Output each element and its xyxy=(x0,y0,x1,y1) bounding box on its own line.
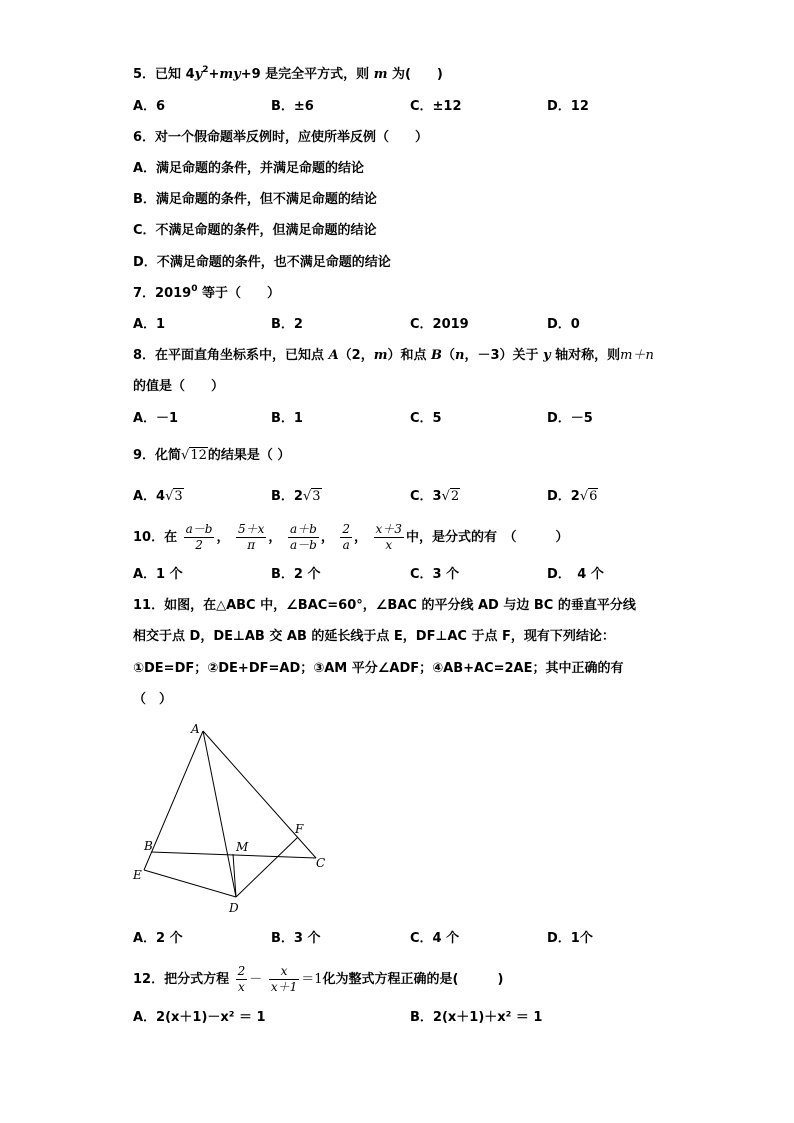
option-a[interactable]: A．6 xyxy=(133,99,166,114)
question-6-option-c[interactable]: C．不满足命题的条件，但满足命题的结论 xyxy=(133,223,377,238)
question-9-options xyxy=(133,488,733,506)
label-F: F xyxy=(295,822,304,836)
question-11-stem: 11．如图，在△ABC 中，∠BAC=60°，∠BAC 的平分线 AD 与边 BC 的垂直平分线 xyxy=(133,598,636,613)
label-E: E xyxy=(133,868,142,882)
fraction: $\frac{a+b}{a-b}$ xyxy=(289,522,317,552)
segment-AC xyxy=(203,731,316,858)
sqrt-expression: √12 xyxy=(181,448,207,463)
question-10-stem: 10．在 $\frac{a-b}{2}$ ， $\frac{5+x}{\pi}$ ， $\frac{a+b}{a-b}$ ， $\frac{2}{a}$ ， $\frac{x+3}{x}$ 中，是分式的有 （ ） xyxy=(133,522,569,552)
label-M: M xyxy=(236,840,249,854)
option-b[interactable]: B．3 个 xyxy=(271,931,321,946)
option-c[interactable]: C．3 个 xyxy=(410,567,460,582)
question-9-stem: 9．化简√12的结果是（ ） xyxy=(133,448,291,463)
fraction: $\frac{2}{a}$ xyxy=(342,522,350,552)
option-b[interactable]: B．2(x＋1)＋x² ＝ 1 xyxy=(410,1010,543,1025)
question-11-options xyxy=(133,930,733,948)
option-d[interactable]: D．2√6 xyxy=(547,489,598,504)
label-D: D xyxy=(229,901,239,915)
label-A: A xyxy=(191,722,200,736)
question-12-stem: 12．把分式方程 $\frac{2}{x}$ － $\frac{x}{x+1}$ ＝1化为整式方程正确的是( ) xyxy=(133,964,504,994)
label-C: C xyxy=(316,856,326,870)
question-5-options xyxy=(133,98,733,116)
segment-DE xyxy=(144,870,236,897)
option-a[interactable]: A．4√3 xyxy=(133,489,183,504)
fraction: $\frac{x}{x+1}$ xyxy=(270,964,298,994)
option-d[interactable]: D．1个 xyxy=(547,931,593,946)
question-6-option-a[interactable]: A．满足命题的条件，并满足命题的结论 xyxy=(133,161,365,176)
question-11-stem-line4: （ ） xyxy=(133,692,173,707)
option-d[interactable]: D． 4 个 xyxy=(547,567,604,582)
option-a[interactable]: A．1 个 xyxy=(133,567,183,582)
question-8-stem-line2: 的值是（ ） xyxy=(133,379,225,394)
question-6-option-b[interactable]: B．满足命题的条件，但不满足命题的结论 xyxy=(133,192,377,207)
option-b[interactable]: B．±6 xyxy=(271,99,314,114)
question-8-stem: 8．在平面直角坐标系中，已知点 A（2，m）和点 B（n，－3）关于 y 轴对称，则m＋n xyxy=(133,348,654,363)
question-7-options xyxy=(133,316,733,334)
segment-AE xyxy=(144,731,203,870)
label-B: B xyxy=(144,839,153,853)
fraction: $\frac{x+3}{x}$ xyxy=(375,522,402,552)
option-d[interactable]: D．12 xyxy=(547,99,589,114)
question-6-stem: 6．对一个假命题举反例时，应使所举反例（ ） xyxy=(133,130,429,145)
option-a[interactable]: A．2 个 xyxy=(133,931,183,946)
option-c[interactable]: C．2019 xyxy=(410,317,469,332)
question-12-options xyxy=(133,1009,733,1027)
question-5-stem: 5．已知 $4y^2+my+9$ 是完全平方式，则 m 为( ) xyxy=(133,65,443,82)
question-8-options xyxy=(133,410,733,428)
option-c[interactable]: C．5 xyxy=(410,411,442,426)
fraction: $\frac{5+x}{\pi}$ xyxy=(238,522,265,552)
question-11-stem-line2: 相交于点 D，DE⊥AB 交 AB 的延长线于点 E，DF⊥AC 于点 F，现有下列结论： xyxy=(133,629,615,644)
question-6-option-d[interactable]: D．不满足命题的条件，也不满足命题的结论 xyxy=(133,255,391,270)
segment-AD xyxy=(203,731,236,897)
option-c[interactable]: C．3√2 xyxy=(410,489,460,504)
question-11-stem-line3: ①DE=DF；②DE+DF=AD；③AM 平分∠ADF；④AB+AC=2AE；其中正确的有 xyxy=(133,661,624,676)
question-7-stem: 7．2019$^0$ 等于（ ） xyxy=(133,284,281,301)
option-b[interactable]: B．2√3 xyxy=(271,489,321,504)
option-b[interactable]: B．2 xyxy=(271,317,303,332)
option-a[interactable]: A．1 xyxy=(133,317,166,332)
option-d[interactable]: D．0 xyxy=(547,317,580,332)
option-a[interactable]: A．2(x＋1)－x² ＝ 1 xyxy=(133,1010,266,1025)
option-a[interactable]: A．－1 xyxy=(133,411,179,426)
option-c[interactable]: C．±12 xyxy=(410,99,462,114)
option-d[interactable]: D．－5 xyxy=(547,411,593,426)
option-c[interactable]: C．4 个 xyxy=(410,931,460,946)
geometry-figure xyxy=(125,715,340,920)
fraction: $\frac{a-b}{2}$ xyxy=(185,522,213,552)
question-10-options xyxy=(133,566,733,584)
option-b[interactable]: B．1 xyxy=(271,411,303,426)
fraction: $\frac{2}{x}$ xyxy=(237,964,246,994)
option-b[interactable]: B．2 个 xyxy=(271,567,321,582)
